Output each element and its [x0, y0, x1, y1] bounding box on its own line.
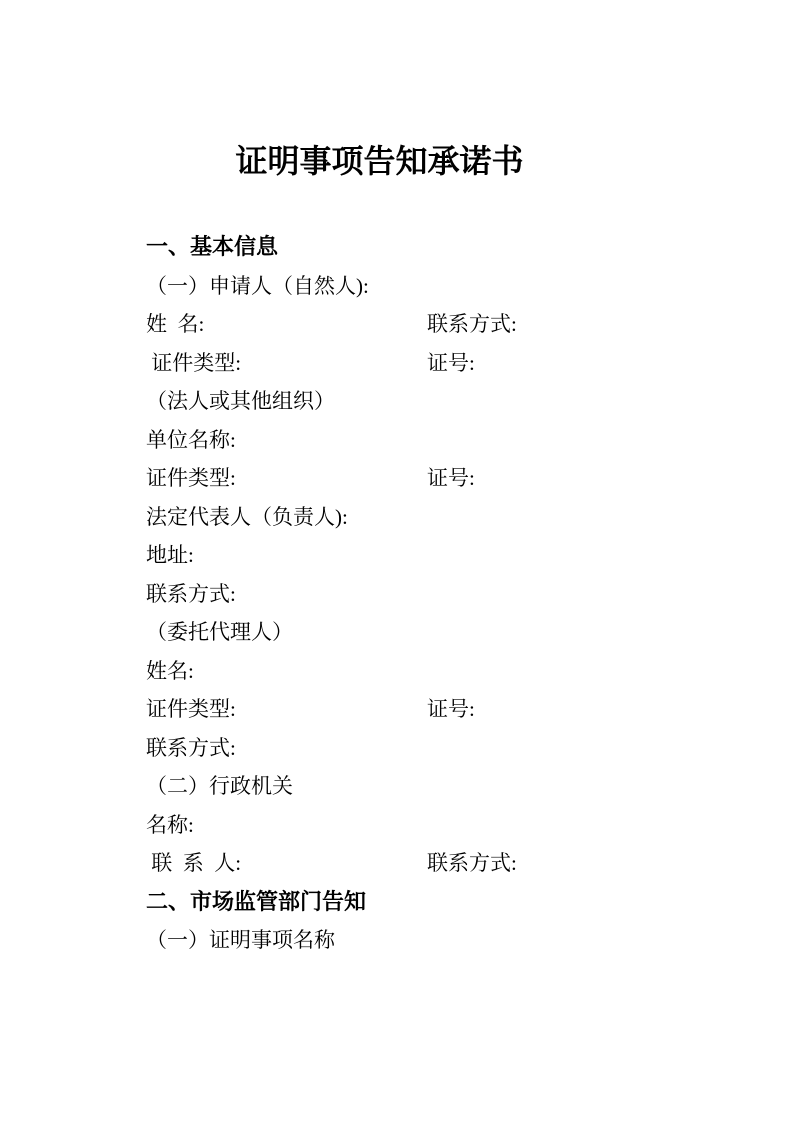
form-field-label: （委托代理人） [146, 620, 293, 644]
form-line [146, 844, 706, 883]
form-field-label: 联系方式: [146, 581, 236, 606]
section-heading-label: 一、基本信息 [146, 234, 279, 259]
form-line [146, 536, 706, 575]
form-field-label: 名称: [146, 812, 194, 837]
document-title: 证明事项告知承诺书 [235, 143, 524, 179]
form-line [146, 767, 706, 806]
form-field-label: 联系方式: [427, 312, 517, 336]
form-field-label: 联系方式: [146, 735, 236, 760]
form-field-label: 法定代表人（负责人): [146, 504, 348, 529]
form-line [146, 421, 706, 460]
form-line [146, 806, 706, 845]
section-heading-label: 二、市场监管部门告知 [146, 888, 367, 914]
form-line [146, 690, 706, 729]
form-line [146, 382, 706, 421]
form-field-label: （法人或其他组织） [146, 389, 335, 413]
form-field-label: 证件类型: [146, 466, 236, 490]
form-field-label: （一）申请人（自然人): [146, 273, 369, 298]
form-line [146, 498, 706, 537]
form-line [146, 921, 706, 960]
form-line [146, 344, 706, 383]
form-field-label: 姓名: [146, 658, 194, 683]
form-field-label: 地址: [146, 543, 194, 567]
form-field-label: 证件类型: [146, 350, 242, 375]
form-line [146, 459, 706, 498]
form-line [146, 652, 706, 691]
form-line [146, 305, 706, 344]
form-field-label: 证号: [427, 466, 475, 490]
form-field-label: （二）行政机关 [146, 774, 293, 798]
form-line [146, 267, 706, 306]
form-line [146, 613, 706, 652]
section-heading [146, 883, 706, 922]
form-line [146, 575, 706, 614]
document-body [146, 228, 706, 960]
form-field-label: 证号: [427, 350, 475, 375]
form-line [146, 729, 706, 768]
form-field-label: 联系方式: [427, 851, 517, 875]
form-field-label: 证号: [427, 697, 475, 721]
section-heading [146, 228, 706, 267]
form-field-label: （一）证明事项名称 [146, 928, 335, 952]
form-field-label: 联 系 人: [146, 851, 242, 875]
form-field-label: 姓 名: [146, 312, 205, 336]
form-field-label: 证件类型: [146, 697, 236, 721]
form-field-label: 单位名称: [146, 427, 236, 452]
